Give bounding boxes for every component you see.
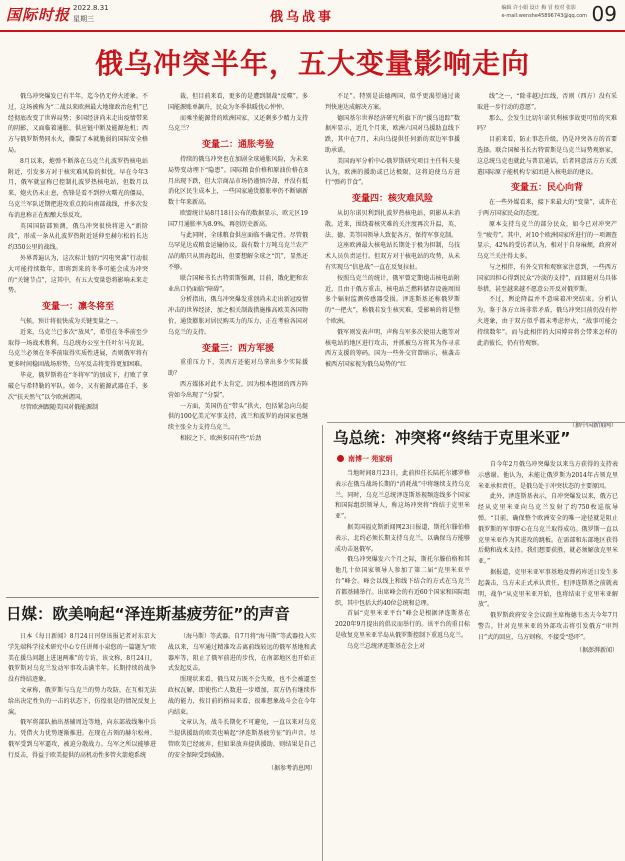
paragraph: 尽管欧洲跟随美国对俄能源制 (20, 404, 99, 412)
paragraph: 一方面，美国仍在“带头”拱火，包括紧急向乌提供的100亿美元军事支持，波兰和波罗的海国家也继续主张全力支持乌克兰。 (168, 402, 308, 432)
paragraph: 毕竟，俄罗斯将在“冬将军”的加成下，打败了拿破仑与希特勒的军队。如今，又有能源武器在手，多次“扶天然气”以令欧洲诸国。 (8, 371, 148, 401)
page-header (0, 0, 625, 32)
ukraine-article-column-2 (478, 460, 618, 861)
issue-weekday: 星期三 (73, 15, 94, 23)
paragraph: 相较之下，欧洲多国有些“后劲 (180, 434, 262, 442)
paragraph: 乌克兰总统泽连斯基在会上对 (347, 642, 426, 650)
paragraph: 德国基尔世界经济研究所旗下的“援乌追踪”数据库显示，近几个月来，欧洲六国对乌援助直线下跌，其中在7月，未向乌提供任何新的双边军事援助承诺。 (325, 114, 460, 154)
paragraph: 分析指出，俄乌冲突爆发重创尚未走出新冠疫情冲击的世界经济，加之相关制裁措施推高欧美各国物价，通货膨胀对居民购买力的压力，正在考验各国对乌克兰的支持。 (168, 296, 308, 336)
paragraph: 据美国福克斯新闻网23日报道，斯托尔滕伯格表示，北约必须长期支持乌克兰，以确保乌方能够成功击退俄军。 (335, 523, 470, 553)
editor-credits (501, 4, 587, 20)
subheading-variable-2: 变量二：通胀考验 (201, 140, 274, 151)
paragraph: 不过，舆论降温并不意味着冲突结束。分析认为，鉴于各方立场非常矛盾，俄乌冲突目前仍没有停火迹象，由于双方似乎都未考虑停火，“战事可能会持续数年”。而与此相伴的大国博弈将会带来怎样的此消彼长，仍有待观察。 (477, 296, 617, 347)
paragraph: 日本《每日新闻》8月24日刊登该报记者对东京大学先端科学技术研究中心专任讲师小泉悠的一篇题为“欧美在援乌问题上进退两难”的专访，该文称，8月24日，俄罗斯对乌克兰发动军事攻击满半年。长期持续的战争没有终结迹象。 (8, 633, 156, 684)
paragraph: 俄乌冲突爆发六个月之际，斯托尔滕伯格和其他几十位国家领导人参加了第二届“克里米亚平台”峰会。峰会以线上和线下结合的方式在乌克兰首都基辅举行。出席峰会的有近60个国家和国际组织，其中包括大约40位总统和总理。 (335, 556, 470, 607)
paragraph: 首届“克里米亚平台”峰会是根据泽连斯基在2020年9月提出的倡议而举行的。该平台的重目标是收复克里米亚半岛从俄罗斯控制下重返乌克兰。 (335, 610, 470, 639)
japan-article-headline: 日媒：欧美响起“泽连斯基疲劳征”的声音 (6, 605, 290, 623)
main-article-credit: （据中国新闻网） (568, 422, 617, 429)
issue-date: 2022.8.31 (73, 4, 109, 12)
subheading-variable-1: 变量一：凛冬将至 (41, 302, 114, 313)
newspaper-masthead: 国际时报 (6, 6, 71, 24)
paragraph: 与之相伴，有外交官和观察家注意到，一些西方国家因担心得到民众“冷淡的支持”，而回避对乌具体举措，甚至越来越不愿意公开反对俄罗斯。 (477, 263, 617, 293)
ukraine-article-column-1 (335, 469, 470, 861)
paragraph: 近来，乌克兰已多次“放风”，希望在冬季前至少取得一场战术胜利。乌总统办公室主任叶尔马克说，乌克兰必须在冬季前取得实质性进展，否则俄军将有更多时间稳固战场形势，乌军反击将变得更加困难。 (8, 328, 148, 369)
japan-article-column-1 (8, 632, 156, 861)
paragraph: 线”之一，“除非越过红线，否则（西方）没有采取进一步行动的意愿”。 (477, 93, 617, 111)
japan-article-credit: （据参考消息网） (267, 764, 316, 772)
paragraph: 与此同时，全球粮食供应面临不确定性。尽管俄乌罕见达成粮食运输协议，载有数十万吨乌克兰农产品的船只从黑海起出，但要想解全球之“饥”，显然还不够。 (168, 231, 308, 271)
paragraph: 在一些外媒看来，接下来最大的“变量”，或许在于两方国家民众的态度。 (477, 199, 617, 217)
ukraine-article-byline: 南博一 苑家炳 (348, 455, 393, 463)
paragraph: （海马斯）等武器。自7月将“海马斯”等武器投入实战以来，乌军通过精准攻击离前线较远的俄军基地和武器库等，阻止了俄军前进的步伐，在南部地区也开始正式发起反击。 (168, 633, 316, 673)
paragraph: 此外，泽连斯基表示，自冲突爆发以来，俄方已经从克里米亚向乌克兰发射了约750枚巡航导弹。“目前，确保整个欧洲安全的唯一途径就是阻止俄罗斯的军事野心在乌克兰取得成功。俄罗斯一直以克里米亚作为其进攻的跳板。在需部和东部地区获得后勤和战术支持。我们想要获胜，就必须解放克里米亚。” (478, 493, 618, 566)
paragraph: 俄乌冲突爆发已有半年，迄今仍无停火迹象。不过，这场被称为“二战以来欧洲最大地缘政治危机”已经彻底改变了世界局势；多国经济尚未走出疫情带来的阴影，又面临着通胀、供应链中断及能源危机；西方与俄罗斯势同水火，撕裂了本就脆弱的国际安全格局。 (8, 93, 148, 154)
paragraph: 不足”。特别是法德两国，似乎更渴望通过谈判快速达成解决方案。 (325, 93, 460, 111)
paragraph: 美国海军分析中心俄罗斯研究项目主任科夫曼认为，欧洲的援助或已达极限，这将迫使乌方进行“弹药节食”。 (325, 157, 460, 187)
subheading-variable-3: 变量三：西方军援 (201, 343, 274, 354)
ukraine-article-credit: （据澎湃新闻） (575, 646, 618, 654)
paragraph: 原本支持乌克兰的部分民众，如今已对冲突产生“疲劳”。其中，对10个欧洲国家所进行的一项调查显示，42%的受访者认为，相对于自身麻烦，政府对乌克兰关注得太多。 (477, 220, 617, 261)
paragraph: 俄军将部队抽出基辅周边等地，向东部战线集中兵力。凭借火力优势逐渐推进。在现在占领的赫尔松州，俄军受到乌军逼攻，被迫分散战力。乌军之所以能够进行反击，得益于欧美提供的高机动性多管火箭炮系统 (8, 719, 156, 759)
paragraph: 文章认为，战斗长期化不可避免，一直以来对乌克兰提供援助的欧美也响起“泽连斯基疲劳征”的声音。尽管欧美已经疲弃，但如果放弃提供援助，则结果是自己的安全保障受到威胁。 (168, 719, 316, 759)
main-headline: 俄乌冲突半年，五大变量影响走向 (94, 47, 530, 80)
main-article-column-1 (8, 92, 148, 492)
paragraph: 自今年2月俄乌冲突爆发以来乌方获得的支持表示感谢。他认为，未能让俄罗斯为2014年占领克里米亚承担责任，是俄乌处于冲突状态的主要原因。 (478, 461, 618, 490)
paragraph: 重重压力下，美西方还能对乌拿出多少实际援助？ (168, 359, 308, 378)
paragraph: 裁，但目前来看，更多的是遭到制裁“反噬”。多国能源账单飙升，民众为冬季供暖忧心忡忡。 (168, 93, 308, 111)
paragraph: 文章称，俄罗斯与乌克兰的势力攻防，在互相无法给出决定性负的一击的状态下，仿徨很是的情况反复上演。 (8, 686, 156, 716)
subheading-variable-4: 变量四：核灾难风险 (351, 194, 433, 205)
paragraph: 当地时间8月23日，此前担任长陆托尔娜罗格表示在俄乌战场长期的“消耗战”中将继续支持乌克兰。同时，乌克兰总统泽连斯基视频连线多个国家和国际组织领导人，称这场冲突将“终结于克里米亚”。 (335, 470, 470, 521)
japan-article-column-2 (168, 632, 316, 861)
column-divider (322, 425, 323, 861)
main-article-column-2 (168, 92, 308, 597)
main-article-column-4 (477, 92, 617, 419)
paragraph: 俄军则发表声明，声称乌军多次使用大炮等对核电站的地区进行攻击，并抓被乌方将其为作寻求西方支援的筹码。国为一些外交官曾暗示，核袭击被西方国家视为俄乌局势的“红 (325, 328, 460, 369)
ukraine-article-headline: 乌总统：冲突将“终结于克里米亚” (333, 429, 571, 447)
paragraph: 气候，预计将很快成为关键变量之一。 (20, 317, 123, 325)
subheading-variable-5: 变量五：民心向背 (510, 183, 583, 194)
paragraph: 俄罗斯政府安全会议副主席梅德韦杰夫今年7月警告，针对克里米亚的外部攻击将引发俄方“审判日”式的回应，乌方则称，不接受“恐吓”。 (478, 612, 618, 641)
divider (327, 422, 625, 423)
paragraph: 欧盟统计局8月18日公布的数据显示，欧元区19国7月通胀率为8.9%，再创历史新高。 (168, 209, 308, 228)
paragraph: 这座欧洲最大核电站长期处于极为担制，乌技术人员负责运行。但双方对于核电站的攻势，从未有实现乌“信息战”一直在反复拉扯。 (325, 242, 460, 271)
paragraph: 照现状来看，俄乌双方既不会失败，也不会被逼至政权瓦解，即使伤亡人数进一步增加，双方仍有继续作战的能力，按目前的格局来看，很难想象战斗会在今年内结束。 (168, 676, 316, 716)
paragraph: 持续的俄乌冲突也在加剧全球通胀风险，为未来局势变动埋下“隐患”。国际粮食价格和原油价格在8月出现下跌，但大宗商品市场仍谨慎冷却，并没有抵消化区民生成本上，一些国家通货膨胀率仍不断刷新数十年来新高。 (168, 155, 308, 207)
editor-email: e-mail:wenshe45896743@qq.com (501, 13, 587, 19)
paragraph: 据报道，克里米亚军事基地及弹药库近日发生多起袭击，乌方未正式承认责任，但泽连斯基之前就表明，战争“从克里米亚开始，也将结束于克里米亚解放”。 (478, 568, 618, 609)
paragraph: 目前来看，防止事态升级，仍是冲突各方的首要选择。联合国秘书长古特雷斯是乌克兰局势观察家，这总统乌克也就此与普京通话，后者同意活方方关派遣国际原子能机构专家团进入核电站的建议。 (477, 136, 617, 176)
paragraph: 而乘坐能源背的欧洲国家，又还剩多少精力支持乌克兰？ (168, 114, 308, 133)
section-title: 俄乌战事 (270, 10, 335, 25)
page-number: 09 (591, 2, 617, 26)
paragraph: 从切尔诺贝利到扎波罗热核电站，阴影从未消散。近来，围绕着核灾难的关注度再次升温，英、法、德、美等国领导人致促各方，保持军事克制。 (325, 209, 460, 239)
paragraph: 那么，会发生比切尔诺贝利核事故更可怕的灾难吗？ (477, 114, 617, 133)
paragraph: 西方媒体对此不太肯定，因为根本抱团的西方阵营如今出现了“分裂”。 (168, 380, 308, 399)
byline-bullet-icon (337, 455, 344, 462)
paragraph: 8月以来，炮弹不断落在乌克兰扎波罗热核电站附近，引发多方对于核灾难风险的担忧。早在今年3月，俄军就宣称已控制扎波罗热核电站，但数月以来，炮火仍未止息，伤锋是看不到停火曙光的僵局，乌克兰军队近期把进攻重点转向南部战线，并多次发布消息称正在酝酿大举反攻。 (8, 157, 148, 219)
paragraph: 联合国秘书长古特雷斯强调，目前，饿化肥和农业出口仍面临“障碍”。 (168, 274, 308, 293)
editor-names: 编辑 许小娟 设计 梅 冒 校对 张影 (501, 5, 577, 11)
paragraph: 按照乌克兰的统计，俄军曾定期炮击核电站附近，且由于俄方重击，核电站乏燃料储存设施周围多个辐射监测传感器受损。泽连斯基还称俄罗斯的“一把火”，称俄若发生核灾难，受影响的将是整个欧洲。 (325, 274, 460, 325)
paragraph: 外界普遍认为，这次标计划的“闪电突袭”行动很大可能持续数年。即将到来的冬季可能会成为冲突的“关键节点”，这其中，有五大变量恐将影响未来走势。 (8, 254, 148, 295)
paragraph: 英国国防部预测，俄乌冲突很快将进入“新阶段”，形成一条从扎波罗热附近延伸至赫尔松的长达约350公里的战线。 (8, 222, 148, 252)
divider (6, 597, 319, 598)
